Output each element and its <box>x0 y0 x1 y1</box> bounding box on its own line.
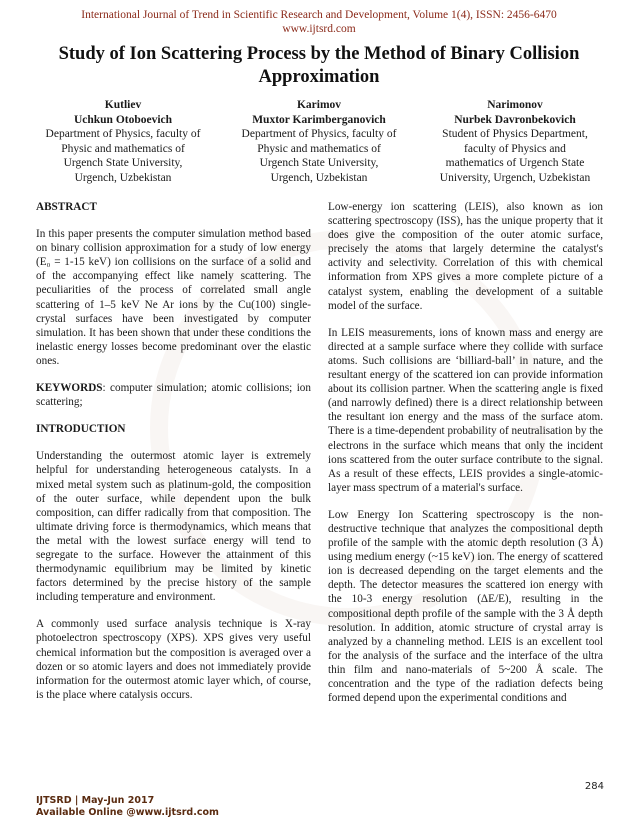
body-paragraph-2: In LEIS measurements, ions of known mass and energy are directed at a sample surface where they collide with surface atoms. Such collisions are ‘billiard-ball’ in nature, and the resultant energy of the scattered ion can provide information about its collision partner. When the scattering angle is fixed (and narrowly defined) there is a direct relationship between the resultant ion energy and the mass of the surface atom. There is a time-dependent probability of neutralisation by the electrons in the surface which means that only the incident ions scattered from the outer surface contribute to the signal. As a result of these effects, LEIS provides a single-atomic-layer mass spectrum of a material's surface. <box>328 326 603 494</box>
author-block <box>28 98 610 185</box>
author-name: Nurbek Davronbekovich <box>454 113 576 126</box>
journal-citation: International Journal of Trend in Scientific Research and Development, Volume 1(4), ISSN: 2456-6470 <box>81 9 557 21</box>
introduction-heading: INTRODUCTION <box>36 423 126 436</box>
footer-issue: IJTSRD | May-Jun 2017 <box>36 795 155 806</box>
abstract-text: In this paper presents the computer simulation method based on binary collision approximation for a study of low energy (E₀ = 1-15 keV) ion collisions on the surface of a solid and of the accompanying effect like namely scattering. The peculiarities of the process of correlated small angle scattering of 1–5 keV Ne Ar ions by the Cu(100) single-crystal surfaces have been investigated by computer simulation. It has been shown that under these conditions the inelastic energy losses become predominant over the elastic ones. <box>36 228 311 367</box>
abstract-heading: ABSTRACT <box>36 201 97 213</box>
author-surname: Narimonov <box>487 99 543 111</box>
journal-header <box>0 8 638 36</box>
author-2 <box>224 98 414 185</box>
intro-paragraph-2: A commonly used surface analysis technique is X-ray photoelectron spectroscopy (XPS). XPS gives very useful chemical information but the composition is averaged over a dozen or so atomic layers and does not immediately provide information for the outermost atomic layer which, of course, is the place where catalysis occurs. <box>36 618 311 701</box>
intro-paragraph-1: Understanding the outermost atomic layer is extremely helpful for understanding heterogeneous catalysts. In a mixed metal system such as platinum-gold, the composition of the outer surface, while dependent upon the bulk composition, can differ radically from that composition. The ultimate driving force is thermodynamics, which means that the metal with the lowest surface energy will tend to segregate to the surface. However the attainment of this thermodynamic equilibrium may be limited by kinetic factors determined by the precise history of the sample including temperature and environment. <box>36 450 311 604</box>
author-name: Muxtor Karimberganovich <box>252 113 386 126</box>
author-affiliation-line: Physic and mathematics of <box>257 142 381 155</box>
author-3 <box>420 98 610 185</box>
author-affiliation-line: Urgench State University, <box>63 157 183 169</box>
author-affiliation-line: Urgench State University, <box>259 157 379 169</box>
author-1 <box>28 98 218 185</box>
footer-online[interactable]: Available Online @www.ijtsrd.com <box>36 807 219 818</box>
author-affiliation-line: faculty of Physics and <box>464 142 566 155</box>
left-column <box>36 200 311 715</box>
author-affiliation-line: Student of Physics Department, <box>442 128 588 140</box>
body-paragraph-1: Low-energy ion scattering (LEIS), also known as ion scattering spectroscopy (ISS), has the unique property that it does give the composition of the outer atomic surface, precisely the atoms that largely determine the catalyst's activity and selectivity. Correlation of this with chemical information from XPS gives a more complete picture of a catalyst system, enabling the development of a suitable model of the surface. <box>328 201 603 312</box>
author-affiliation-line: Physic and mathematics of <box>61 142 185 155</box>
author-name: Uchkun Otoboevich <box>73 113 173 126</box>
author-affiliation-line: Department of Physics, faculty of <box>45 128 201 140</box>
author-surname: Kutliev <box>104 99 142 111</box>
journal-url[interactable]: www.ijtsrd.com <box>282 23 356 35</box>
page-number: 284 <box>584 781 604 792</box>
page-footer <box>36 795 219 819</box>
author-affiliation-line: Urgench, Uzbekistan <box>270 171 368 184</box>
author-affiliation-line: mathematics of Urgench State <box>445 157 585 169</box>
author-surname: Karimov <box>296 99 342 111</box>
author-affiliation-line: Department of Physics, faculty of <box>241 128 397 140</box>
body-paragraph-3: Low Energy Ion Scattering spectroscopy is the non-destructive technique that analyzes the compositional depth profile of the sample with the atomic depth resolution (3 Å) using medium energy (~15 keV) ion. The energy of scattered ion is decreased depending on the target elements and the depth. The detector measures the scattered ion energy with the 10-3 energy resolution (ΔE/E), resulting in the compositional depth profile of the sample with the 3 Å depth resolution. In addition, atomic structure of crystal array is analyzed by a channeling method. LEIS is an excellent tool for the analysis of the surface and the interface of the ultra thin film and nano-materials of 5~200 Å scale. The concentration and the type of the radiation defects being formed depend upon the experimental conditions and <box>328 508 603 705</box>
keywords-label: KEYWORDS <box>36 382 103 395</box>
author-affiliation-line: Urgench, Uzbekistan <box>74 171 172 184</box>
author-affiliation-line: University, Urgench, Uzbekistan <box>439 171 591 184</box>
paper-title: Study of Ion Scattering Process by the Method of Binary Collision Approximation <box>58 44 580 87</box>
right-column <box>328 200 603 718</box>
keywords-text: : computer simulation; atomic collisions; ion scattering; <box>36 382 311 409</box>
keywords <box>36 381 311 409</box>
